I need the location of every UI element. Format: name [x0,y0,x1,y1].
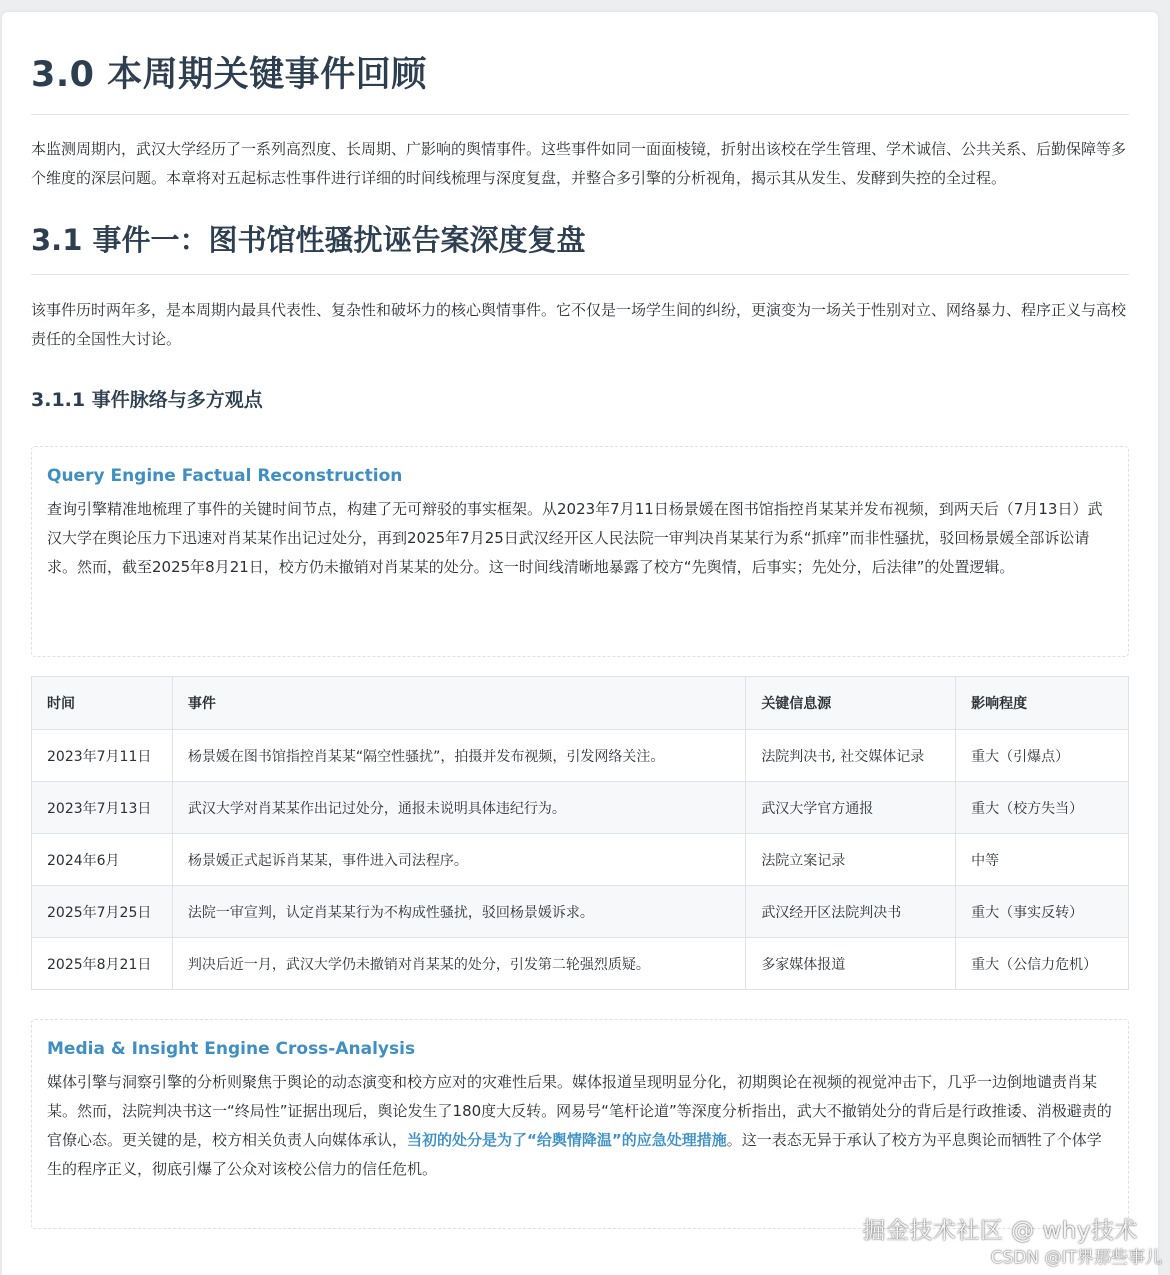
cell-source: 武汉大学官方通报 [746,782,956,834]
cell-source: 武汉经开区法院判决书 [746,886,956,938]
table-row [32,782,1129,834]
header-time: 时间 [32,677,173,730]
cell-impact: 中等 [956,834,1129,886]
watermark-csdn: CSDN @IT界那些事儿 [990,1248,1162,1268]
cell-event: 杨景媛正式起诉肖某某，事件进入司法程序。 [172,834,745,886]
cell-time: 2025年7月25日 [32,886,173,938]
header-event: 事件 [172,677,745,730]
media-text-before: 媒体引擎与洞察引擎的分析则聚焦于舆论的动态演变和校方应对的灾难性后果。媒体报道呈现明显分化，初期舆论在视频的视觉冲击下，几乎一边倒地谴责肖某某。然而，法院判决书这一“终局性”证据出现后，舆论发生了180度大反转。网易号“笔杆论道”等深度分析指出，武大不撤销处分的背后是行政推诿、消极避责的官僚心态。更关键的是，校方相关负责人向媒体承认， [47,1073,1112,1149]
cell-event: 武汉大学对肖某某作出记过处分，通报未说明具体违纪行为。 [172,782,745,834]
cell-impact: 重大（引爆点） [956,730,1129,782]
query-engine-text: 查询引擎精准地梳理了事件的关键时间节点，构建了无可辩驳的事实框架。从2023年7月11日杨景媛在图书馆指控肖某某并发布视频，到两天后（7月13日）武汉大学在舆论压力下迅速对肖某某作出记过处分，再到2025年7月25日武汉经开区人民法院一审判决肖某某行为系“抓痒”而非性骚扰，驳回杨景媛全部诉讼请求。然而，截至2025年8月21日，校方仍未撤销对肖某某的处分。这一时间线清晰地暴露了校方“先舆情，后事实；先处分，后法律”的处置逻辑。 [47,500,1103,576]
cell-source: 法院立案记录 [746,834,956,886]
cell-event: 法院一审宣判，认定肖某某行为不构成性骚扰，驳回杨景媛诉求。 [172,886,745,938]
event-subtitle: 3.1.1 事件脉络与多方观点 [31,389,263,411]
cell-event: 判决后近一月，武汉大学仍未撤销对肖某某的处分，引发第二轮强烈质疑。 [172,938,745,990]
watermark-juejin: 掘金技术社区 @ why技术 [862,1218,1138,1244]
header-impact: 影响程度 [956,677,1129,730]
event-intro: 该事件历时两年多，是本周期内最具代表性、复杂性和破坏力的核心舆情事件。它不仅是一场学生间的纠纷，更演变为一场关于性别对立、网络暴力、程序正义与高校责任的全国性大讨论。 [31,301,1127,348]
media-text-highlight: 当初的处分是为了“给舆情降温”的应急处理措施 [407,1131,727,1149]
article-card [2,12,1158,1275]
header-source: 关键信息源 [746,677,956,730]
table-header-row [32,677,1129,730]
query-engine-box [31,446,1129,657]
section-title: 3.0 本周期关键事件回顾 [31,12,1129,115]
cell-event: 杨景媛在图书馆指控肖某某“隔空性骚扰”，拍摄并发布视频，引发网络关注。 [172,730,745,782]
media-engine-text [47,1068,1113,1184]
table-row [32,938,1129,990]
query-engine-title: Query Engine Factual Reconstruction [47,466,403,486]
cell-time: 2025年8月21日 [32,938,173,990]
cell-impact: 重大（事实反转） [956,886,1129,938]
media-text-after: 。这一表态无异于承认了校方为平息舆论而牺牲了个体学生的程序正义，彻底引爆了公众对该校公信力的信任危机。 [47,1131,1102,1178]
media-engine-title: Media & Insight Engine Cross-Analysis [47,1039,416,1059]
cell-time: 2024年6月 [32,834,173,886]
table-row [32,834,1129,886]
cell-time: 2023年7月13日 [32,782,173,834]
event-title: 3.1 事件一：图书馆性骚扰诬告案深度复盘 [31,221,1129,275]
table-row [32,886,1129,938]
media-engine-box [31,1019,1129,1229]
cell-source: 多家媒体报道 [746,938,956,990]
cell-impact: 重大（公信力危机） [956,938,1129,990]
cell-time: 2023年7月11日 [32,730,173,782]
cell-impact: 重大（校方失当） [956,782,1129,834]
timeline-table [31,676,1129,990]
table-row [32,730,1129,782]
section-intro: 本监测周期内，武汉大学经历了一系列高烈度、长周期、广影响的舆情事件。这些事件如同一面面棱镜，折射出该校在学生管理、学术诚信、公共关系、后勤保障等多个维度的深层问题。本章将对五起标志性事件进行详细的时间线梳理与深度复盘，并整合多引擎的分析视角，揭示其从发生、发酵到失控的全过程。 [31,140,1127,187]
cell-source: 法院判决书, 社交媒体记录 [746,730,956,782]
